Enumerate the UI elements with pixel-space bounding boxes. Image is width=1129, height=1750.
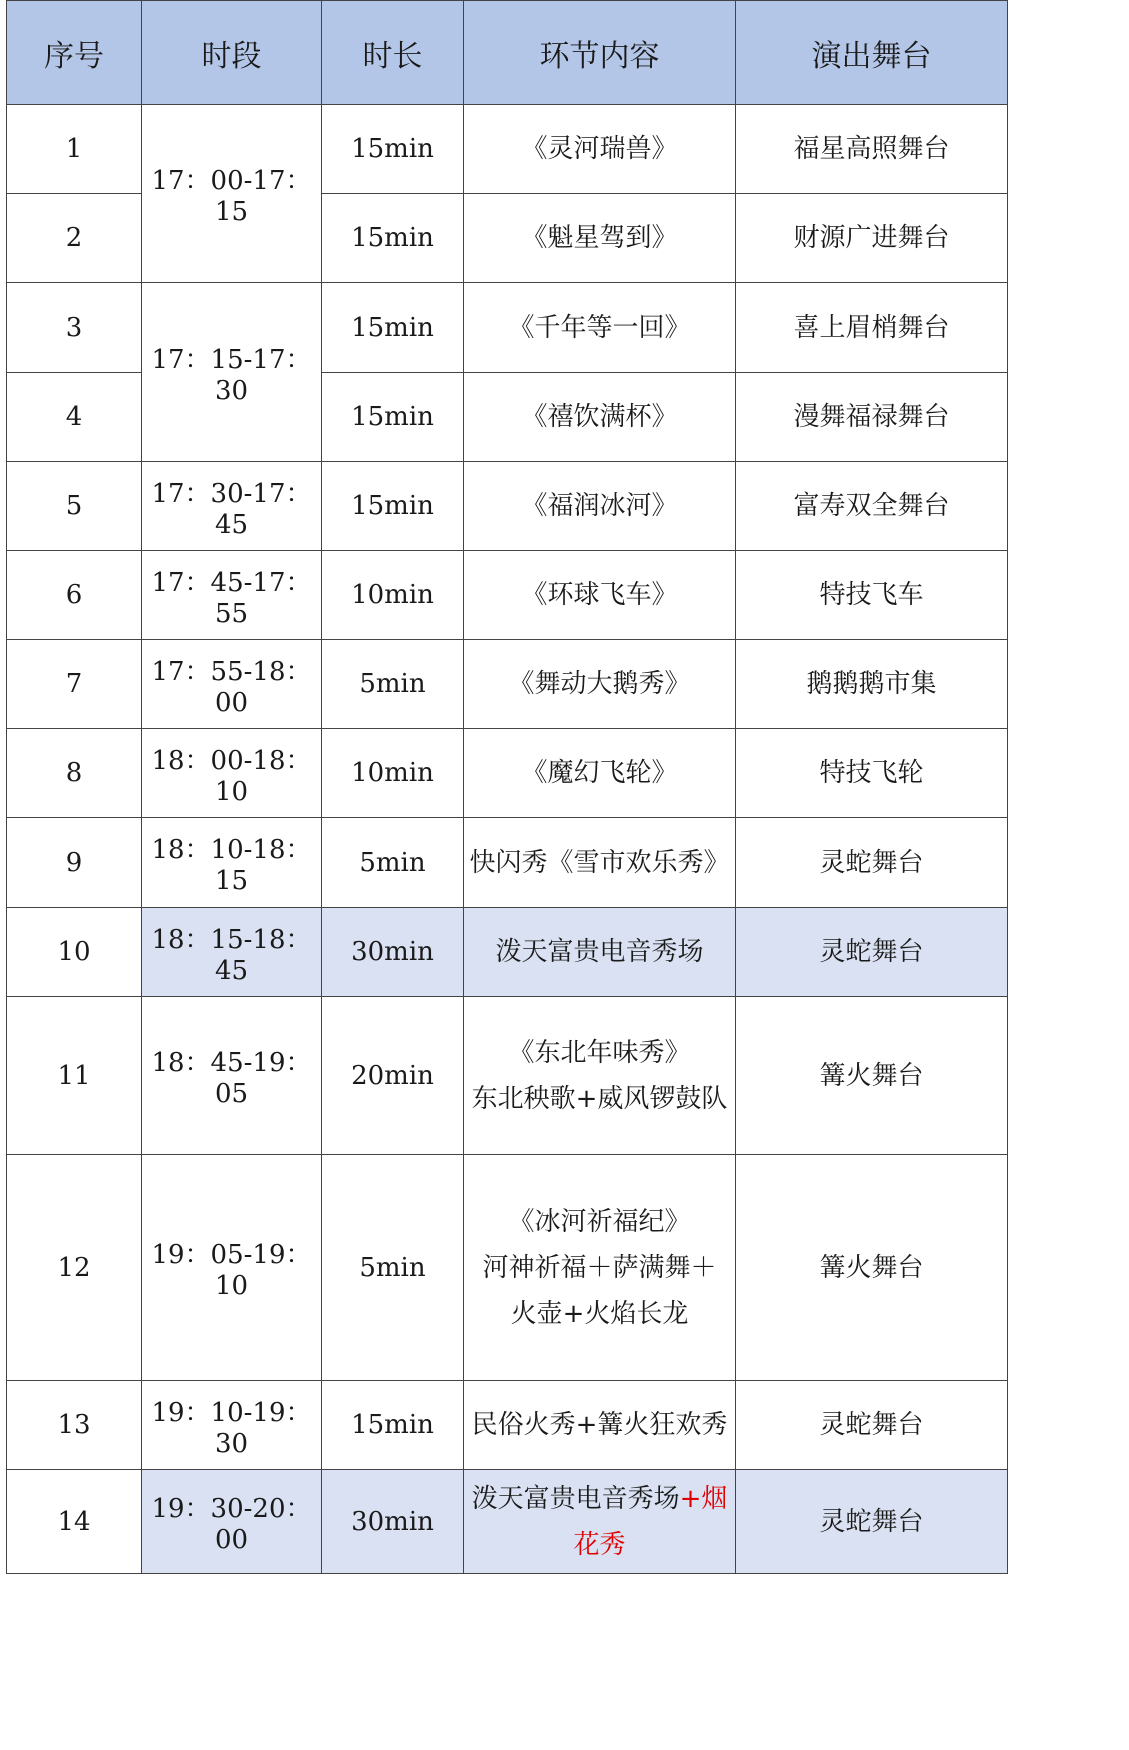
stage-cell: 灵蛇舞台: [736, 818, 1008, 908]
duration-cell: 5min: [322, 1155, 464, 1381]
content-line: 东北秧歌+威风锣鼓队: [471, 1083, 728, 1114]
stage-cell: 特技飞车: [736, 551, 1008, 640]
seq-cell: 12: [7, 1155, 142, 1381]
stage-cell: 富寿双全舞台: [736, 462, 1008, 551]
seq-cell: 2: [7, 194, 142, 283]
slot-cell: 18：15-18：45: [142, 908, 322, 997]
seq-cell: 8: [7, 729, 142, 818]
content-cell: 《魔幻飞轮》: [464, 729, 736, 818]
content-line: 河神祈福＋萨满舞＋: [482, 1252, 717, 1283]
header-slot: 时段: [142, 1, 322, 105]
content-line: [464, 1476, 735, 1522]
slot-cell: 19：05-19：10: [142, 1155, 322, 1381]
header-duration: 时长: [322, 1, 464, 105]
table-row: [7, 818, 1008, 908]
seq-cell: 4: [7, 373, 142, 462]
slot-cell: 18：00-18：10: [142, 729, 322, 818]
table-row: [7, 729, 1008, 818]
seq-cell: 5: [7, 462, 142, 551]
slot-cell: 17：15-17：30: [142, 283, 322, 462]
header-stage: 演出舞台: [736, 1, 1008, 105]
slot-cell: 19：10-19：30: [142, 1381, 322, 1470]
content-cell: [464, 1470, 736, 1574]
table-row: [7, 908, 1008, 997]
duration-cell: 10min: [322, 551, 464, 640]
stage-cell: 篝火舞台: [736, 1155, 1008, 1381]
stage-cell: 财源广进舞台: [736, 194, 1008, 283]
duration-cell: 5min: [322, 640, 464, 729]
stage-cell: 喜上眉梢舞台: [736, 283, 1008, 373]
stage-cell: 灵蛇舞台: [736, 1381, 1008, 1470]
header-row: [7, 1, 1008, 105]
seq-cell: 9: [7, 818, 142, 908]
table-row: [7, 1470, 1008, 1574]
schedule-table: [6, 0, 1008, 1574]
seq-cell: 10: [7, 908, 142, 997]
duration-cell: 10min: [322, 729, 464, 818]
content-red-text: +烟: [679, 1483, 728, 1514]
duration-cell: 15min: [322, 283, 464, 373]
seq-cell: 14: [7, 1470, 142, 1574]
table-row: [7, 640, 1008, 729]
duration-cell: 30min: [322, 908, 464, 997]
table-row: [7, 283, 1008, 373]
duration-cell: 5min: [322, 818, 464, 908]
duration-cell: 15min: [322, 373, 464, 462]
slot-cell: 17：30-17：45: [142, 462, 322, 551]
seq-cell: 11: [7, 997, 142, 1155]
seq-cell: 6: [7, 551, 142, 640]
duration-cell: 15min: [322, 462, 464, 551]
content-text: 泼天富贵电音秀场: [471, 1483, 680, 1514]
content-cell: 快闪秀《雪市欢乐秀》: [464, 818, 736, 908]
stage-cell: 福星高照舞台: [736, 105, 1008, 194]
content-red-line: 花秀: [573, 1529, 626, 1560]
content-line: 《东北年味秀》: [508, 1037, 691, 1068]
stage-cell: 灵蛇舞台: [736, 1470, 1008, 1574]
table-row: [7, 105, 1008, 194]
seq-cell: 3: [7, 283, 142, 373]
content-cell: 泼天富贵电音秀场: [464, 908, 736, 997]
content-line: 火壶+火焰长龙: [510, 1298, 689, 1329]
duration-cell: 30min: [322, 1470, 464, 1574]
slot-cell: 17：45-17：55: [142, 551, 322, 640]
content-cell: 《环球飞车》: [464, 551, 736, 640]
content-cell: 《灵河瑞兽》: [464, 105, 736, 194]
slot-cell: 18：10-18：15: [142, 818, 322, 908]
content-cell: 《魁星驾到》: [464, 194, 736, 283]
header-seq: 序号: [7, 1, 142, 105]
content-line: 《冰河祈福纪》: [508, 1206, 691, 1237]
seq-cell: 1: [7, 105, 142, 194]
duration-cell: 15min: [322, 194, 464, 283]
stage-cell: 篝火舞台: [736, 997, 1008, 1155]
table-row: [7, 1381, 1008, 1470]
table-row: [7, 462, 1008, 551]
header-content: 环节内容: [464, 1, 736, 105]
seq-cell: 13: [7, 1381, 142, 1470]
slot-cell: 17：55-18：00: [142, 640, 322, 729]
content-cell: 《千年等一回》: [464, 283, 736, 373]
content-cell: [464, 997, 736, 1155]
seq-cell: 7: [7, 640, 142, 729]
stage-cell: 特技飞轮: [736, 729, 1008, 818]
duration-cell: 15min: [322, 1381, 464, 1470]
slot-cell: 17：00-17：15: [142, 105, 322, 283]
slot-cell: 19：30-20：00: [142, 1470, 322, 1574]
table-row: [7, 551, 1008, 640]
content-cell: 民俗火秀+篝火狂欢秀: [464, 1381, 736, 1470]
content-cell: [464, 1155, 736, 1381]
table-row: [7, 997, 1008, 1155]
stage-cell: 灵蛇舞台: [736, 908, 1008, 997]
table-row: [7, 1155, 1008, 1381]
content-cell: 《舞动大鹅秀》: [464, 640, 736, 729]
stage-cell: 漫舞福禄舞台: [736, 373, 1008, 462]
content-cell: 《禧饮满杯》: [464, 373, 736, 462]
stage-cell: 鹅鹅鹅市集: [736, 640, 1008, 729]
duration-cell: 15min: [322, 105, 464, 194]
slot-cell: 18：45-19：05: [142, 997, 322, 1155]
duration-cell: 20min: [322, 997, 464, 1155]
content-cell: 《福润冰河》: [464, 462, 736, 551]
